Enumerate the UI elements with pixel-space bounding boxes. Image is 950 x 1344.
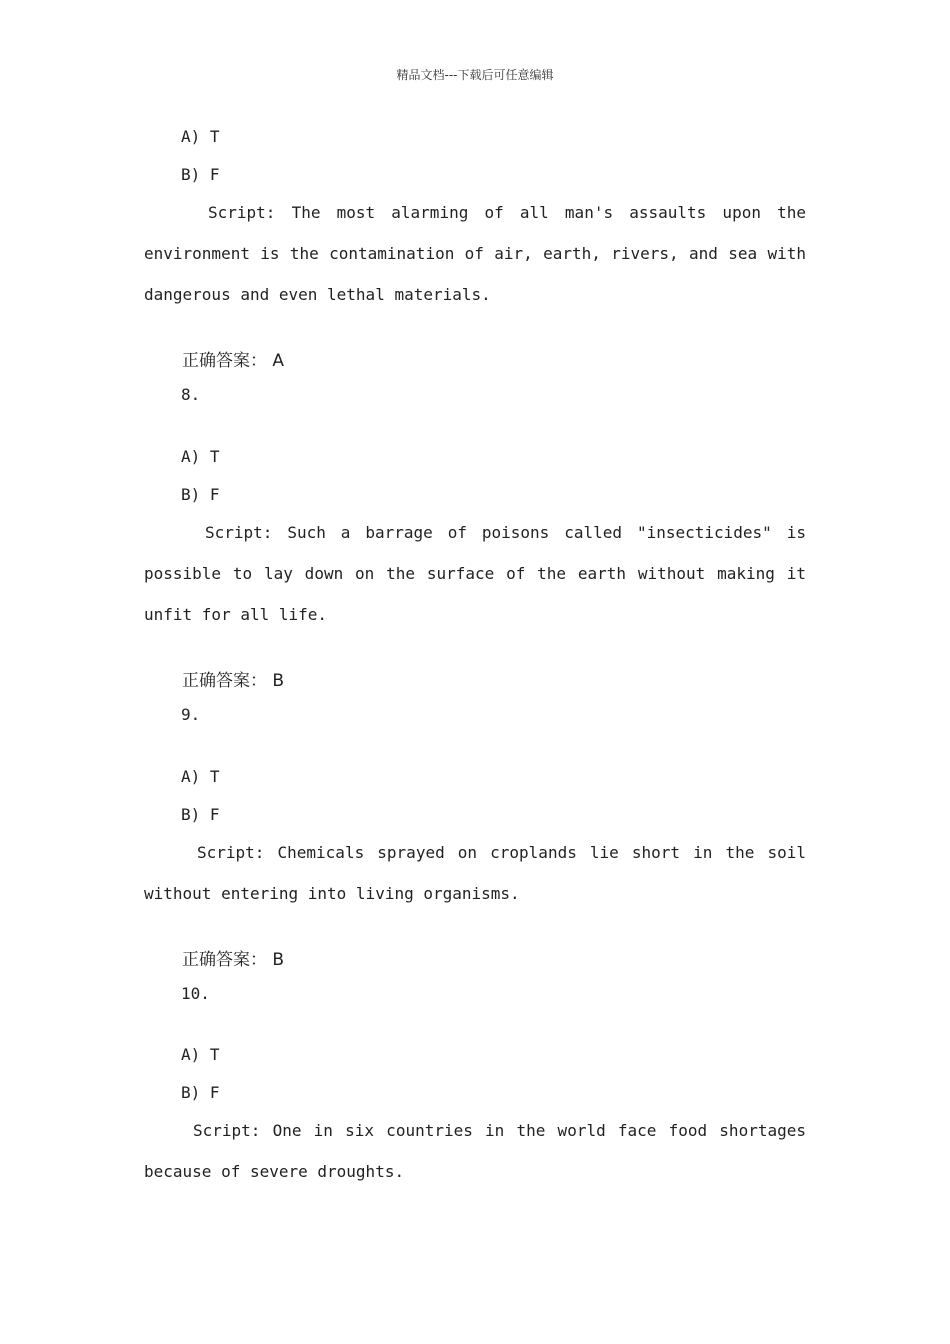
correct-answer bbox=[182, 666, 284, 691]
option-a: A) T bbox=[181, 1045, 220, 1064]
correct-answer bbox=[182, 346, 284, 371]
script-paragraph bbox=[144, 512, 806, 635]
script-paragraph bbox=[144, 192, 806, 315]
script-paragraph bbox=[144, 832, 806, 914]
option-b: B) F bbox=[181, 485, 220, 504]
answer-label: 正确答案： bbox=[182, 950, 267, 970]
correct-answer bbox=[182, 945, 284, 970]
script-line: Script: One in six countries in the world face food shortages bbox=[193, 1121, 806, 1140]
option-a: A) T bbox=[181, 767, 220, 786]
script-line: without entering into living organisms. bbox=[144, 884, 520, 903]
script-line: possible to lay down on the surface of the earth without making it bbox=[144, 564, 806, 583]
option-a: A) T bbox=[181, 447, 220, 466]
option-b: B) F bbox=[181, 1083, 220, 1102]
option-b: B) F bbox=[181, 165, 220, 184]
question-number: 9. bbox=[181, 705, 201, 724]
answer-label: 正确答案： bbox=[182, 671, 267, 691]
script-line: because of severe droughts. bbox=[144, 1162, 405, 1181]
question-number: 10. bbox=[181, 984, 210, 1003]
page-header: 精品文档---下载后可任意编辑 bbox=[396, 68, 554, 82]
answer-label: 正确答案： bbox=[182, 351, 267, 371]
script-line: environment is the contamination of air, earth, rivers, and sea with bbox=[144, 244, 806, 263]
question-number: 8. bbox=[181, 385, 201, 404]
answer-value: B bbox=[272, 671, 285, 691]
script-line: Script: Such a barrage of poisons called "insecticides" is bbox=[205, 523, 806, 542]
answer-value: A bbox=[272, 351, 285, 371]
answer-value: B bbox=[272, 950, 285, 970]
option-a: A) T bbox=[181, 127, 220, 146]
script-line: Script: The most alarming of all man's assaults upon the bbox=[208, 203, 806, 222]
script-paragraph bbox=[144, 1110, 806, 1192]
option-b: B) F bbox=[181, 805, 220, 824]
script-line: unfit for all life. bbox=[144, 605, 328, 624]
script-line: dangerous and even lethal materials. bbox=[144, 285, 491, 304]
script-line: Script: Chemicals sprayed on croplands lie short in the soil bbox=[197, 843, 806, 862]
